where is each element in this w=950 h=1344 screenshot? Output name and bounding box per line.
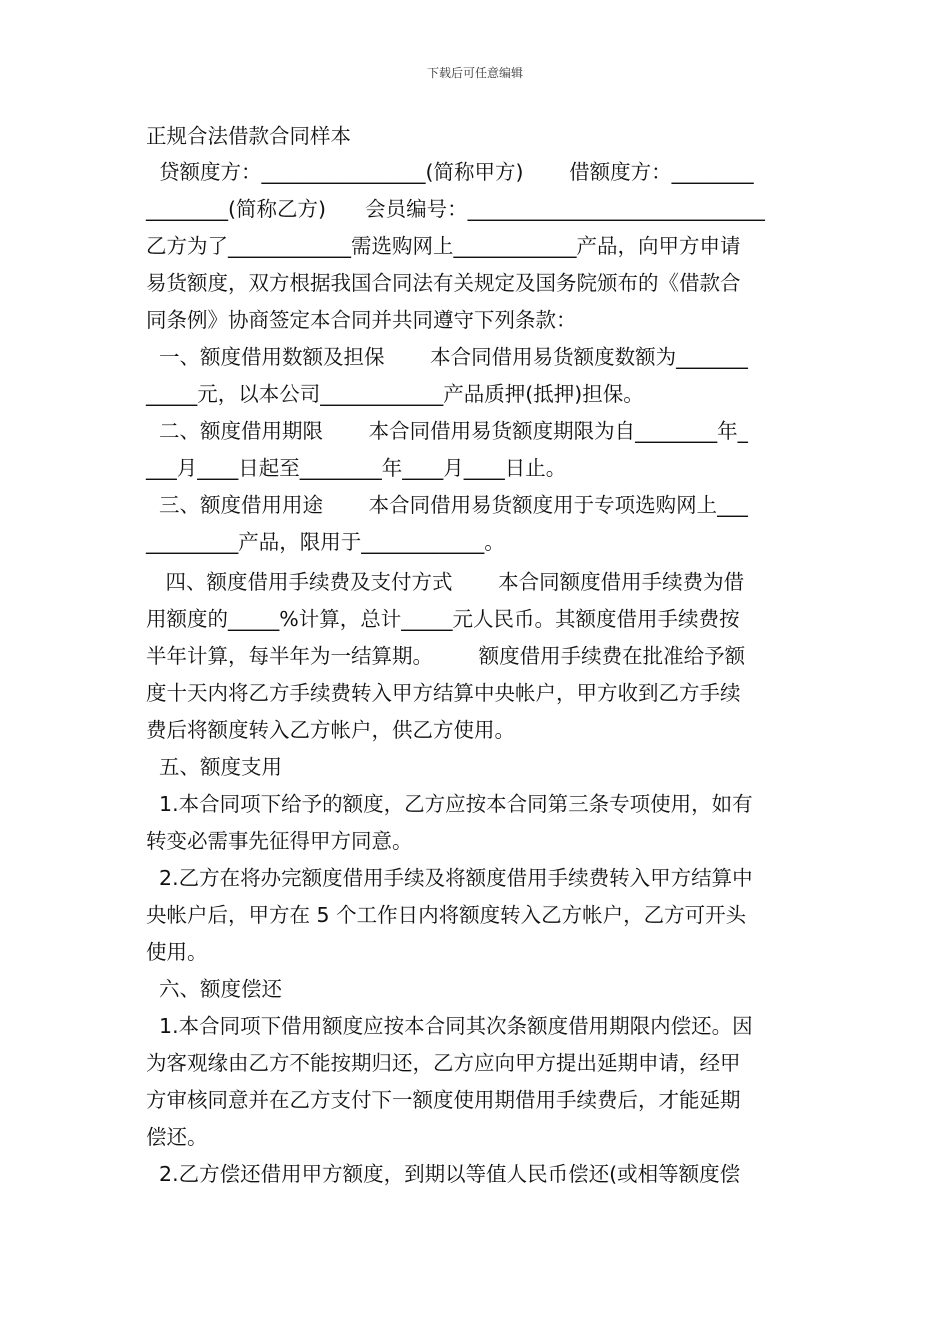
section-heading-2: 二、额度借用期限 本合同借用易货额度期限为自________年_: [146, 419, 748, 443]
text-line: 度十天内将乙方手续费转入甲方结算中央帐户，甲方收到乙方手续: [146, 681, 741, 705]
text-line: _________产品，限用于____________。: [146, 530, 505, 554]
text-line: 乙方为了____________需选购网上____________产品，向甲方申请: [146, 234, 741, 258]
text-line: 贷额度方：________________(简称甲方) 借额度方：________: [146, 160, 754, 184]
section-heading-3: 三、额度借用用途 本合同借用易货额度用于专项选购网上___: [146, 493, 748, 517]
text-line: ________(简称乙方) 会员编号：_____________________________: [146, 197, 765, 221]
text-line: 使用。: [146, 940, 208, 964]
section-heading-5: 五、额度支用: [146, 755, 283, 779]
text-line: _____元，以本公司____________产品质押(抵押)担保。: [146, 382, 644, 406]
section-heading-1: 一、额度借用数额及担保 本合同借用易货额度数额为_______: [146, 345, 748, 369]
text-line: 费后将额度转入乙方帐户，供乙方使用。: [146, 718, 515, 742]
text-line: 偿还。: [146, 1125, 208, 1149]
text-line: 1.本合同项下给予的额度，乙方应按本合同第三条专项使用，如有: [146, 792, 753, 816]
text-line: 为客观缘由乙方不能按期归还，乙方应向甲方提出延期申请，经甲: [146, 1051, 741, 1075]
text-line: 2.乙方在将办完额度借用手续及将额度借用手续费转入甲方结算中: [146, 866, 753, 890]
text-line: 易货额度，双方根据我国合同法有关规定及国务院颁布的《借款合: [146, 271, 741, 295]
text-line: 方审核同意并在乙方支付下一额度使用期借用手续费后，才能延期: [146, 1088, 741, 1112]
section-heading-6: 六、额度偿还: [146, 977, 283, 1001]
page-header-note: 下载后可任意编辑: [426, 66, 523, 80]
text-line: 1.本合同项下借用额度应按本合同其次条额度借用期限内偿还。因: [146, 1014, 753, 1038]
text-line: ___月____日起至________年____月____日止。: [146, 456, 567, 480]
section-heading-4: 四、额度借用手续费及支付方式 本合同额度借用手续费为借: [146, 570, 745, 594]
document-title: 正规合法借款合同样本: [146, 124, 351, 148]
text-line: 央帐户后，甲方在 5 个工作日内将额度转入乙方帐户，乙方可开头: [146, 903, 747, 927]
text-line: 同条例》协商签定本合同并共同遵守下列条款：: [146, 308, 577, 332]
text-line: 转变必需事先征得甲方同意。: [146, 829, 413, 853]
text-line: 半年计算，每半年为一结算期。 额度借用手续费在批准给予额: [146, 644, 746, 668]
text-line: 2.乙方偿还借用甲方额度，到期以等值人民币偿还(或相等额度偿: [146, 1162, 741, 1186]
text-line: 用额度的_____%计算，总计_____元人民币。其额度借用手续费按: [146, 607, 740, 631]
